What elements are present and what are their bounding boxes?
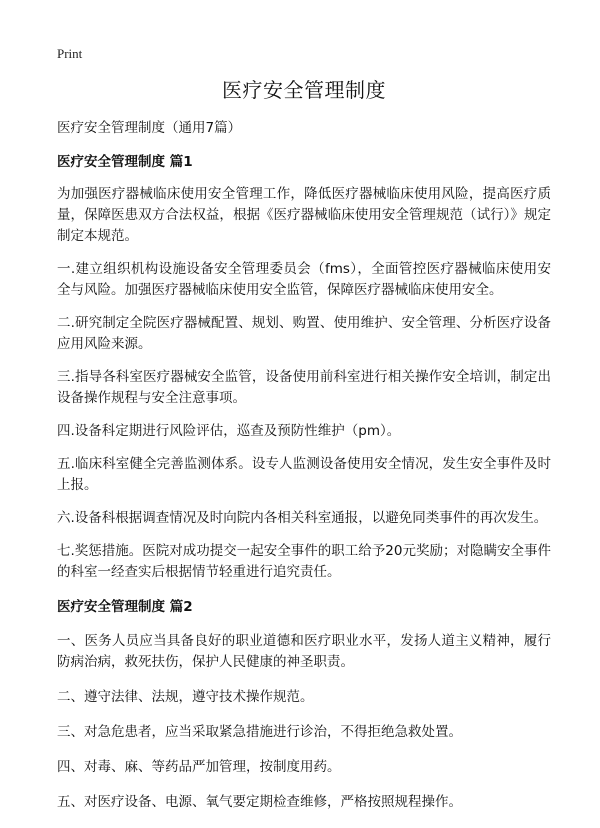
paragraph: 二.研究制定全院医疗器械配置、规划、购置、使用维护、安全管理、分析医疗设备应用风险来源。 [57, 315, 551, 352]
section-heading: 医疗安全管理制度 篇1 [57, 154, 193, 170]
section-1 [57, 152, 551, 583]
paragraph: 二、遵守法律、法规，遵守技术操作规范。 [57, 689, 314, 705]
document-subtitle: 医疗安全管理制度（通用7篇） [57, 120, 242, 136]
paragraph: 一.建立组织机构设施设备安全管理委员会（fms），全面管控医疗器械临床使用安全与风险。加强医疗器械临床使用安全监管，保障医疗器械临床使用安全。 [57, 261, 551, 298]
paragraph: 四.设备科定期进行风险评估，巡查及预防性维护（pm）。 [57, 423, 401, 439]
section-2 [57, 597, 551, 813]
paragraph: 五.临床科室健全完善监测体系。设专人监测设备使用安全情况，发生安全事件及时上报。 [57, 456, 551, 493]
paragraph: 四、对毒、麻、等药品严加管理，按制度用药。 [57, 759, 341, 775]
section-heading: 医疗安全管理制度 篇2 [57, 599, 193, 615]
paragraph: 七.奖惩措施。医院对成功提交一起安全事件的职工给予20元奖励；对隐瞒安全事件的科室一经查实后根据情节轻重进行追究责任。 [57, 543, 551, 580]
paragraph: 三、对急危患者，应当采取紧急措施进行诊治，不得拒绝急救处置。 [57, 724, 462, 740]
paragraph: 为加强医疗器械临床使用安全管理工作，降低医疗器械临床使用风险，提高医疗质量，保障医患双方合法权益，根据《医疗器械临床使用安全管理规范（试行）》规定制定本规范。 [57, 186, 551, 244]
paragraph: 六.设备科根据调查情况及时向院内各相关科室通报，以避免同类事件的再次发生。 [57, 510, 548, 526]
print-link[interactable]: Print [57, 46, 83, 61]
document-body [57, 76, 551, 813]
paragraph: 三.指导各科室医疗器械安全监管，设备使用前科室进行相关操作安全培训，制定出设备操作规程与安全注意事项。 [57, 369, 551, 406]
paragraph: 五、对医疗设备、电源、氧气要定期检查维修，严格按照规程操作。 [57, 794, 462, 810]
paragraph: 一、医务人员应当具备良好的职业道德和医疗职业水平，发扬人道主义精神，履行防病治病，救死扶伤，保护人民健康的神圣职责。 [57, 633, 551, 670]
page-title: 医疗安全管理制度 [222, 78, 386, 102]
